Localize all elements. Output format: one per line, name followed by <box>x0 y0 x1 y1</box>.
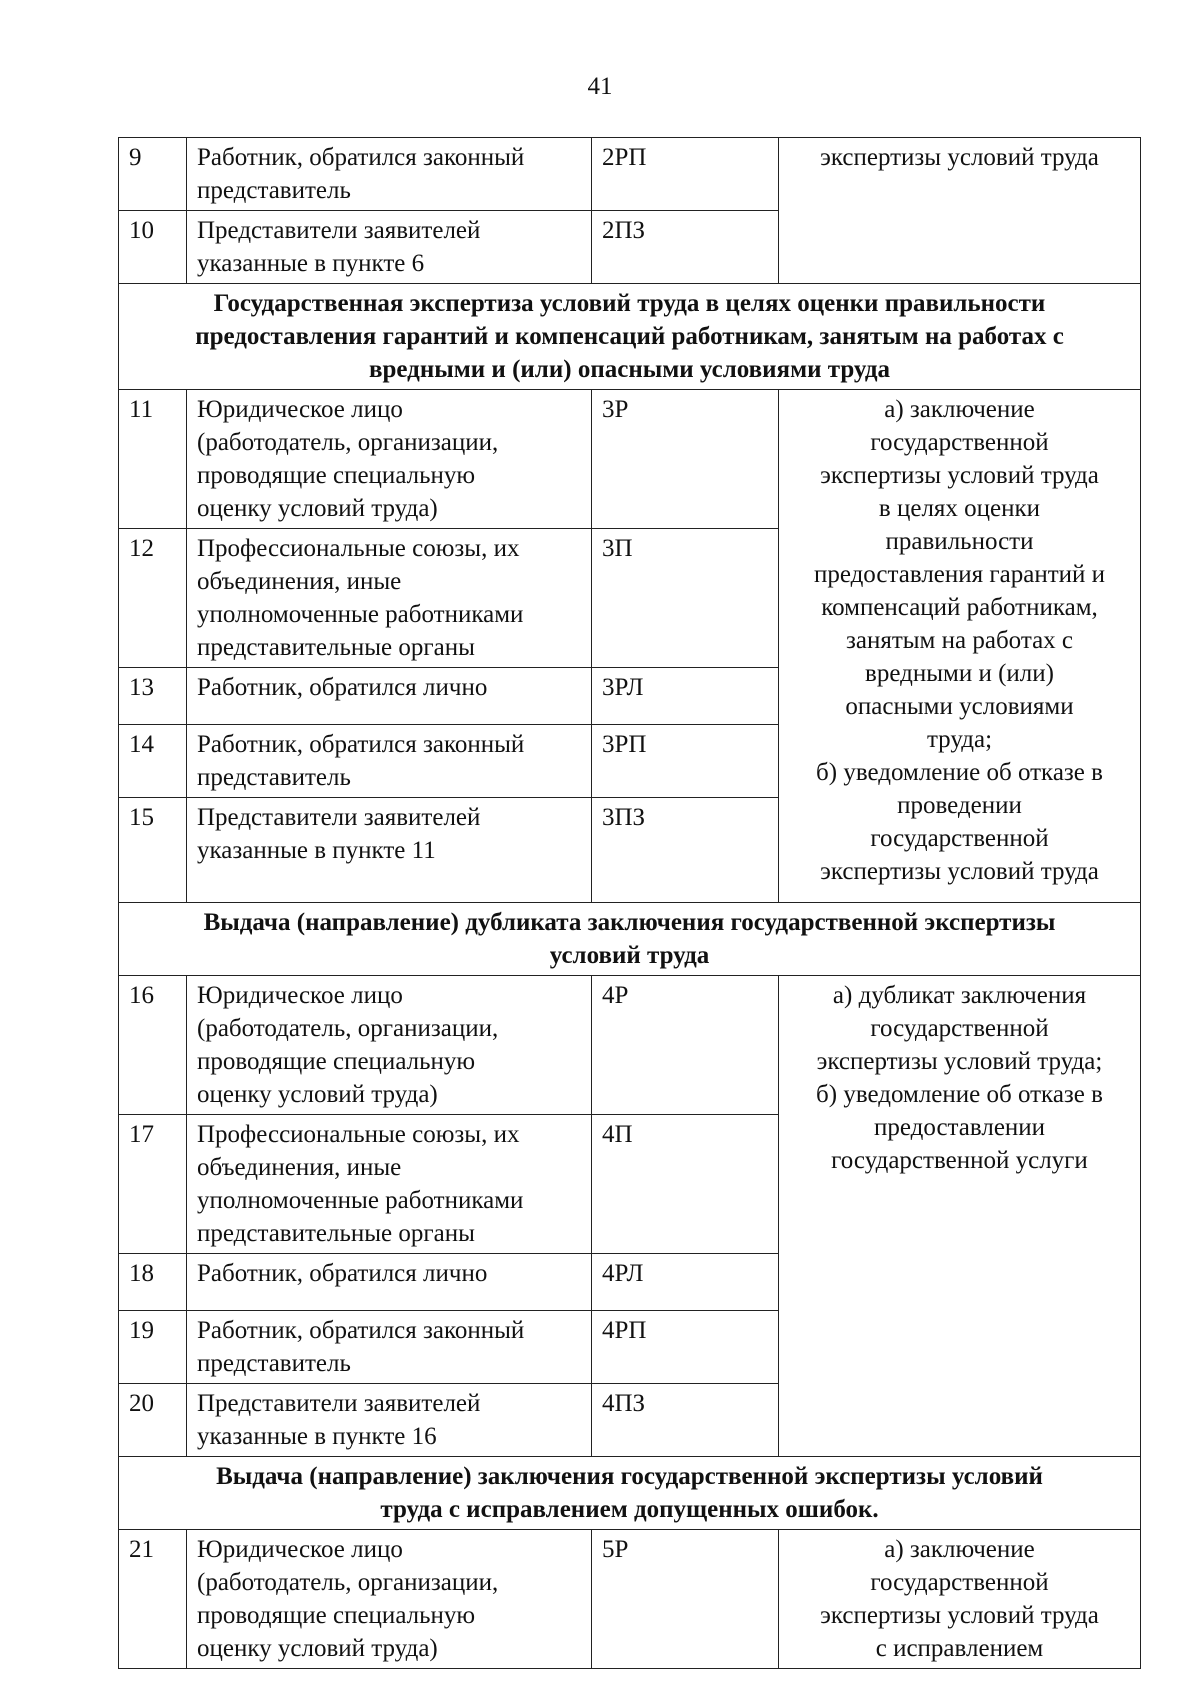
applicant-code: 2ПЗ <box>592 211 779 284</box>
result-description: а) заключение государственной экспертизы условий труда в целях оценки правильности предоставления гарантий и компенсаций работникам, занятым на работах с вредными и (или) опасными условиями труда; б) уведомление об отказе в проведении государственной экспертизы условий труда <box>779 390 1141 903</box>
row-number: 11 <box>119 390 187 529</box>
applicant-code: 4Р <box>592 976 779 1115</box>
row-number: 10 <box>119 211 187 284</box>
applicant-description: Профессиональные союзы, их объединения, иные уполномоченные работниками представительные органы <box>187 529 592 668</box>
row-number: 9 <box>119 138 187 211</box>
table-row <box>119 976 1141 1115</box>
applicant-code: 4РЛ <box>592 1254 779 1311</box>
applicant-code: 5Р <box>592 1530 779 1669</box>
row-number: 21 <box>119 1530 187 1669</box>
applicant-code: 3Р <box>592 390 779 529</box>
applicant-description: Профессиональные союзы, их объединения, иные уполномоченные работниками представительные органы <box>187 1115 592 1254</box>
row-number: 13 <box>119 668 187 725</box>
result-description: а) заключение государственной экспертизы условий труда с исправлением <box>779 1530 1141 1669</box>
row-number: 17 <box>119 1115 187 1254</box>
section-heading-row <box>119 1457 1141 1530</box>
section-heading: Выдача (направление) заключения государственной экспертизы условий труда с исправлением допущенных ошибок. <box>119 1457 1141 1530</box>
applicant-description: Работник, обратился законный представитель <box>187 725 592 798</box>
applicant-description: Представители заявителей указанные в пункте 16 <box>187 1384 592 1457</box>
section-heading: Выдача (направление) дубликата заключения государственной экспертизы условий труда <box>119 903 1141 976</box>
applicant-description: Работник, обратился законный представитель <box>187 1311 592 1384</box>
table-row <box>119 1530 1141 1669</box>
applicant-code: 4П <box>592 1115 779 1254</box>
applicant-description: Работник, обратился законный представитель <box>187 138 592 211</box>
section-heading-row <box>119 284 1141 390</box>
applicant-description: Юридическое лицо (работодатель, организации, проводящие специальную оценку условий труда) <box>187 1530 592 1669</box>
row-number: 18 <box>119 1254 187 1311</box>
result-description: экспертизы условий труда <box>779 138 1141 284</box>
applicant-description: Работник, обратился лично <box>187 668 592 725</box>
table-row <box>119 390 1141 529</box>
applicant-description: Представители заявителей указанные в пункте 11 <box>187 798 592 903</box>
applicant-description: Юридическое лицо (работодатель, организации, проводящие специальную оценку условий труда) <box>187 390 592 529</box>
services-table <box>118 137 1141 1669</box>
applicant-description: Представители заявителей указанные в пункте 6 <box>187 211 592 284</box>
row-number: 20 <box>119 1384 187 1457</box>
applicant-code: 4РП <box>592 1311 779 1384</box>
applicant-description: Юридическое лицо (работодатель, организации, проводящие специальную оценку условий труда) <box>187 976 592 1115</box>
applicant-description: Работник, обратился лично <box>187 1254 592 1311</box>
section-heading-row <box>119 903 1141 976</box>
row-number: 15 <box>119 798 187 903</box>
applicant-code: 2РП <box>592 138 779 211</box>
page-number: 41 <box>587 73 613 100</box>
section-heading: Государственная экспертиза условий труда в целях оценки правильности предоставления гарантий и компенсаций работникам, занятым на работах с вредными и (или) опасными условиями труда <box>119 284 1141 390</box>
row-number: 14 <box>119 725 187 798</box>
applicant-code: 4ПЗ <box>592 1384 779 1457</box>
table-row <box>119 138 1141 211</box>
applicant-code: 3РЛ <box>592 668 779 725</box>
row-number: 19 <box>119 1311 187 1384</box>
applicant-code: 3ПЗ <box>592 798 779 903</box>
applicant-code: 3РП <box>592 725 779 798</box>
applicant-code: 3П <box>592 529 779 668</box>
result-description: а) дубликат заключения государственной экспертизы условий труда; б) уведомление об отказе в предоставлении государственной услуги <box>779 976 1141 1457</box>
row-number: 12 <box>119 529 187 668</box>
row-number: 16 <box>119 976 187 1115</box>
